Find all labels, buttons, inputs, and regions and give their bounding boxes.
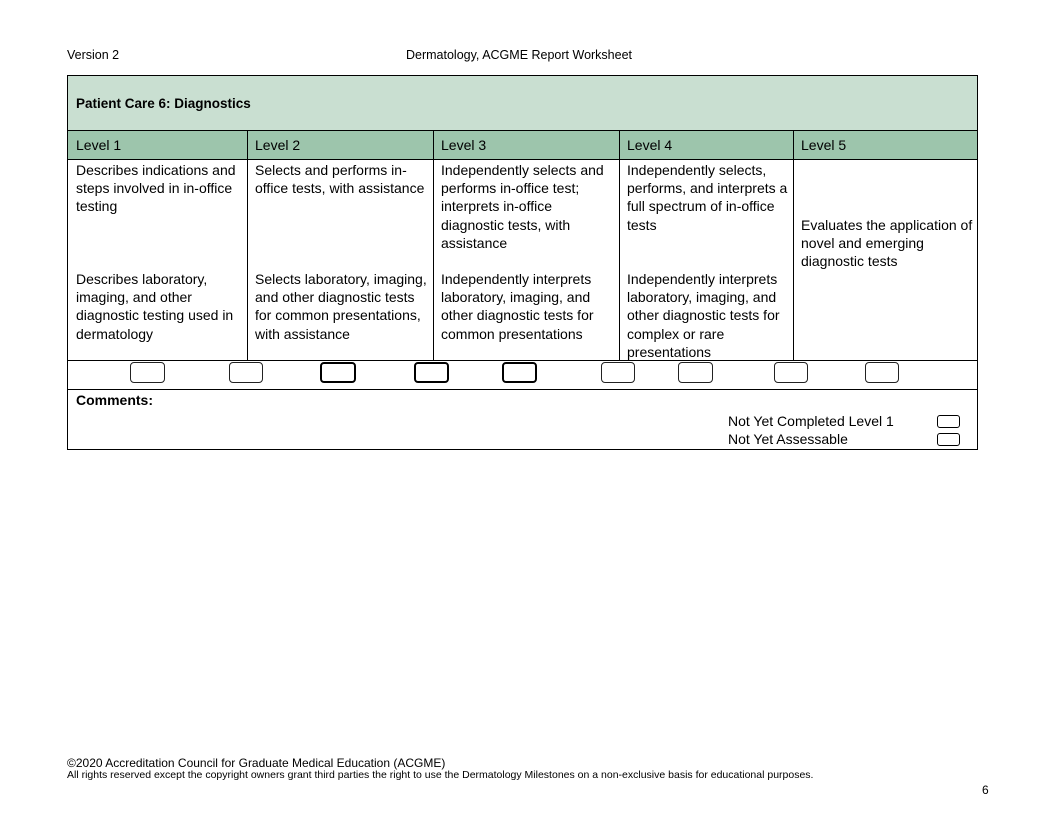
level-4-milestone-1: Independently selects, performs, and interprets a full spectrum of in-office tests: [627, 162, 788, 233]
rating-checkbox-row: [68, 360, 977, 390]
level-3-milestone-1: Independently selects and performs in-office test; interprets in-office diagnostic tests, with assistance: [441, 162, 604, 251]
level-2-milestone-2: Selects laboratory, imaging, and other diagnostic tests for common presentations, with assistance: [255, 271, 427, 342]
rating-checkbox-9[interactable]: [865, 362, 899, 383]
page-number: 6: [982, 783, 989, 797]
worksheet-title: Dermatology, ACGME Report Worksheet: [406, 48, 633, 62]
rights-notice: All rights reserved except the copyright owners grant third parties the right to use the Dermatology Milestones on a non-exclusive basis for educational purposes.: [67, 769, 814, 781]
not-yet-completed-label: Not Yet Completed Level 1: [728, 413, 894, 429]
version-label: Version 2: [67, 48, 120, 62]
rating-checkbox-1[interactable]: [130, 362, 165, 383]
rating-checkbox-5[interactable]: [502, 362, 537, 383]
rating-checkbox-6[interactable]: [601, 362, 635, 383]
rating-checkbox-7[interactable]: [678, 362, 713, 383]
not-yet-assessable-label: Not Yet Assessable: [728, 431, 848, 447]
not-yet-assessable-checkbox[interactable]: [937, 433, 960, 446]
rating-checkbox-2[interactable]: [229, 362, 263, 383]
column-divider: [433, 131, 434, 360]
level-5-milestone: Evaluates the application of novel and emerging diagnostic tests: [801, 217, 973, 270]
subcompetency-header: [68, 76, 977, 131]
level-5-header: Level 5: [801, 137, 847, 153]
column-divider: [247, 131, 248, 360]
milestone-table: [67, 75, 978, 450]
level-4-header: Level 4: [627, 137, 673, 153]
column-divider: [619, 131, 620, 360]
rating-checkbox-8[interactable]: [774, 362, 808, 383]
rating-checkbox-4[interactable]: [414, 362, 449, 383]
rating-checkbox-3[interactable]: [320, 362, 356, 383]
level-2-milestone-1: Selects and performs in-office tests, with assistance: [255, 162, 425, 197]
not-yet-completed-checkbox[interactable]: [937, 415, 960, 428]
level-1-milestone-2: Describes laboratory, imaging, and other diagnostic testing used in dermatology: [76, 271, 234, 342]
level-header-row: [68, 131, 977, 160]
level-4-milestone-2: Independently interprets laboratory, imaging, and other diagnostic tests for complex or rare presentations: [627, 271, 780, 360]
level-2-header: Level 2: [255, 137, 301, 153]
comments-label: Comments:: [76, 392, 154, 408]
level-1-milestone-1: Describes indications and steps involved in in-office testing: [76, 162, 236, 215]
level-3-milestone-2: Independently interprets laboratory, imaging, and other diagnostic tests for common presentations: [441, 271, 594, 342]
column-divider: [793, 131, 794, 360]
copyright-notice: ©2020 Accreditation Council for Graduate Medical Education (ACGME): [67, 756, 446, 770]
subcompetency-title: Patient Care 6: Diagnostics: [76, 96, 251, 111]
level-1-header: Level 1: [76, 137, 122, 153]
level-3-header: Level 3: [441, 137, 487, 153]
